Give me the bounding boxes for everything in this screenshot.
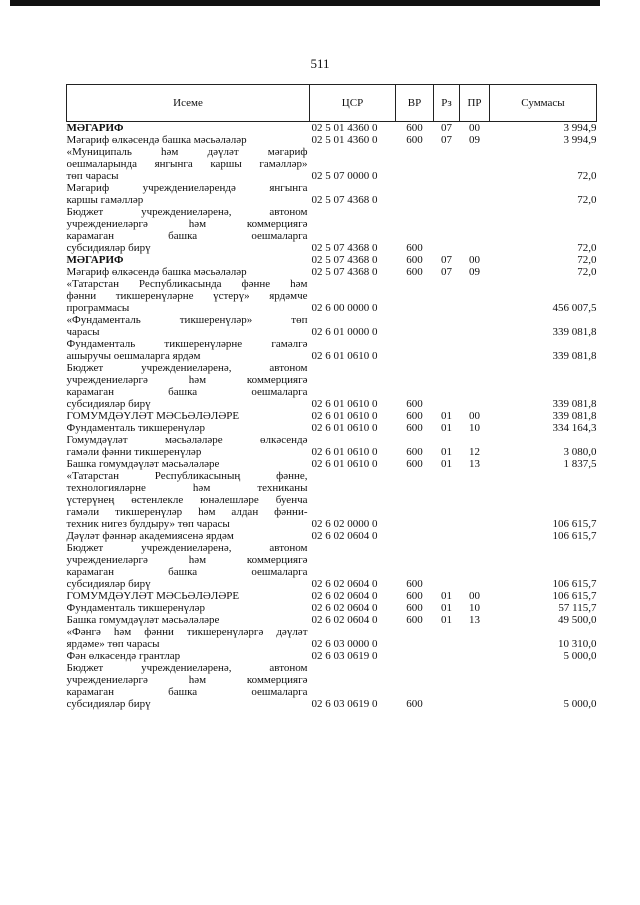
- row-name: [67, 458, 310, 470]
- page-number: 511: [310, 56, 330, 71]
- row-rz: 01: [441, 590, 452, 602]
- row-name: [67, 182, 310, 206]
- table-row: [67, 614, 597, 626]
- row-name-line: үстерүнең өстенлекле юнәлешләре буенча: [66, 494, 308, 506]
- row-name: [67, 602, 310, 614]
- row-name: [67, 650, 310, 662]
- row-vr: [396, 530, 434, 542]
- row-pr: [460, 182, 490, 206]
- row-name-line: гамәли тикшеренүләр һәм алдан фәнни-: [66, 506, 308, 518]
- table-row: [67, 338, 597, 362]
- row-name-line: учреждениеләргә һәм коммерциягә: [66, 554, 308, 566]
- row-vr: 600: [406, 602, 423, 614]
- row-sum: 49 500,0: [558, 614, 597, 626]
- table-row: [67, 422, 597, 434]
- row-pr: 12: [469, 446, 480, 458]
- row-rz: [434, 314, 460, 338]
- row-rz: [434, 470, 460, 530]
- row-pr: [460, 206, 490, 254]
- row-pr: 13: [469, 458, 480, 470]
- row-sum: 334 164,3: [552, 422, 597, 434]
- row-sum: 339 081,8: [552, 350, 597, 362]
- row-name: [67, 122, 310, 135]
- row-name-line: МӘГАРИФ: [66, 122, 124, 134]
- row-vr: 600: [406, 590, 423, 602]
- row-name: [67, 146, 310, 182]
- row-name-line: субсидияләр бирү: [66, 578, 151, 590]
- row-csr: 02 5 01 4360 0: [311, 122, 378, 134]
- row-name-line: чарасы: [66, 326, 100, 338]
- row-vr: 600: [406, 122, 423, 134]
- row-csr: 02 6 03 0000 0: [311, 638, 378, 650]
- row-name: [67, 338, 310, 362]
- table-row: [67, 206, 597, 254]
- row-rz: 01: [441, 410, 452, 422]
- row-name: [67, 626, 310, 650]
- row-name-line: Фән өлкәсендә грантлар: [66, 650, 181, 662]
- row-csr: 02 5 01 4360 0: [311, 134, 378, 146]
- row-vr: 600: [406, 266, 423, 278]
- row-sum: 3 994,9: [563, 134, 597, 146]
- table-row: [67, 626, 597, 650]
- budget-table: [66, 84, 597, 710]
- table-row: [67, 146, 597, 182]
- budget-table-container: [66, 84, 596, 710]
- row-csr: 02 6 01 0610 0: [311, 410, 378, 422]
- row-name: [67, 422, 310, 434]
- row-name: [67, 470, 310, 530]
- row-sum: 106 615,7: [552, 518, 597, 530]
- row-pr: 09: [469, 134, 480, 146]
- row-pr: 00: [469, 254, 480, 266]
- row-pr: [460, 626, 490, 650]
- row-sum: 339 081,8: [552, 410, 597, 422]
- row-pr: 09: [469, 266, 480, 278]
- row-vr: [396, 182, 434, 206]
- row-csr: 02 6 01 0610 0: [311, 422, 378, 434]
- row-vr: 600: [406, 458, 423, 470]
- row-name-line: Башка гомумдәүләт мәсьәләләре: [66, 458, 220, 470]
- row-name-line: «Муниципаль һәм дәүләт мәгариф: [66, 146, 308, 158]
- row-csr: 02 6 02 0604 0: [311, 530, 378, 542]
- row-name-line: учреждениеләргә һәм коммерциягә: [66, 374, 308, 386]
- row-name-line: Бюджет учреждениеләренә, автоном: [66, 662, 308, 674]
- row-name: [67, 662, 310, 710]
- row-name-line: Башка гомумдәүләт мәсьәләләре: [66, 614, 220, 626]
- table-row: [67, 134, 597, 146]
- row-name-line: учреждениеләргә һәм коммерциягә: [66, 218, 308, 230]
- row-name: [67, 410, 310, 422]
- table-row: [67, 650, 597, 662]
- row-vr: [396, 278, 434, 314]
- row-pr: 10: [469, 422, 480, 434]
- row-rz: [434, 626, 460, 650]
- row-rz: [434, 206, 460, 254]
- row-pr: [460, 314, 490, 338]
- header-pr: ПР: [460, 85, 490, 122]
- row-name-line: Фундаменталь тикшеренүләр: [66, 602, 205, 614]
- row-name-line: программасы: [66, 302, 130, 314]
- row-csr: 02 5 07 4368 0: [311, 242, 378, 254]
- row-name-line: карамаган башка оешмаларга: [66, 686, 308, 698]
- table-row: [67, 254, 597, 266]
- header-rz: Рз: [434, 85, 460, 122]
- row-name-line: Мәгариф өлкәсендә башка мәсьәләләр: [66, 266, 247, 278]
- row-csr: 02 5 07 4368 0: [311, 266, 378, 278]
- row-name: [67, 542, 310, 590]
- row-csr: 02 5 07 0000 0: [311, 170, 378, 182]
- row-pr: [460, 662, 490, 710]
- row-sum: 5 000,0: [563, 650, 597, 662]
- row-rz: 01: [441, 614, 452, 626]
- row-name-line: учреждениеләргә һәм коммерциягә: [66, 674, 308, 686]
- row-rz: [434, 146, 460, 182]
- row-pr: 10: [469, 602, 480, 614]
- row-rz: [434, 278, 460, 314]
- row-csr: 02 6 01 0000 0: [311, 326, 378, 338]
- header-csr: ЦСР: [310, 85, 396, 122]
- row-rz: [434, 542, 460, 590]
- row-csr: 02 6 02 0604 0: [311, 614, 378, 626]
- row-rz: 07: [441, 134, 452, 146]
- row-vr: 600: [406, 254, 423, 266]
- row-vr: 600: [406, 398, 423, 410]
- row-name: [67, 530, 310, 542]
- row-sum: 456 007,5: [552, 302, 597, 314]
- row-rz: 01: [441, 458, 452, 470]
- table-row: [67, 602, 597, 614]
- row-sum: 106 615,7: [552, 578, 597, 590]
- row-vr: [396, 314, 434, 338]
- row-csr: 02 5 07 4368 0: [311, 194, 378, 206]
- header-name: Исеме: [67, 85, 310, 122]
- row-pr: 13: [469, 614, 480, 626]
- table-row: [67, 458, 597, 470]
- row-rz: [434, 362, 460, 410]
- row-sum: 106 615,7: [552, 590, 597, 602]
- row-vr: 600: [406, 242, 423, 254]
- row-name-line: оешмаларында янгынга каршы гамәлләр»: [66, 158, 308, 170]
- row-vr: 600: [406, 578, 423, 590]
- row-sum: 10 310,0: [558, 638, 597, 650]
- row-name-line: Бюджет учреждениеләренә, автоном: [66, 206, 308, 218]
- row-csr: 02 5 07 4368 0: [311, 254, 378, 266]
- header-sum: Суммасы: [490, 85, 597, 122]
- row-csr: 02 6 01 0610 0: [311, 398, 378, 410]
- row-csr: 02 6 02 0604 0: [311, 578, 378, 590]
- row-name-line: Фундаменталь тикшеренүләрне гамәлгә: [66, 338, 308, 350]
- row-sum: 5 000,0: [563, 698, 597, 710]
- table-row: [67, 122, 597, 135]
- row-csr: 02 6 00 0000 0: [311, 302, 378, 314]
- row-name-line: Дәүләт фәннәр академиясенә ярдәм: [66, 530, 234, 542]
- row-name-line: техник нигез булдыру» төп чарасы: [66, 518, 230, 530]
- row-csr: 02 6 02 0000 0: [311, 518, 378, 530]
- table-row: [67, 278, 597, 314]
- table-row: [67, 470, 597, 530]
- row-rz: [434, 182, 460, 206]
- row-pr: [460, 470, 490, 530]
- row-rz: 07: [441, 122, 452, 134]
- row-csr: 02 6 03 0619 0: [311, 698, 378, 710]
- table-row: [67, 182, 597, 206]
- row-vr: [396, 146, 434, 182]
- row-rz: 01: [441, 602, 452, 614]
- row-name-line: Мәгариф өлкәсендә башка мәсьәләләр: [66, 134, 247, 146]
- row-name-line: Бюджет учреждениеләренә, автоном: [66, 542, 308, 554]
- row-sum: 339 081,8: [552, 326, 597, 338]
- row-rz: [434, 650, 460, 662]
- row-vr: 600: [406, 698, 423, 710]
- row-name: [67, 206, 310, 254]
- table-row: [67, 410, 597, 422]
- row-rz: 01: [441, 422, 452, 434]
- row-pr: [460, 362, 490, 410]
- row-name-line: технологияләрне һәм техниканы: [66, 482, 308, 494]
- row-name: [67, 254, 310, 266]
- row-name-line: «Фәнгә һәм фәнни тикшеренүләргә дәүләт: [66, 626, 308, 638]
- row-vr: [396, 470, 434, 530]
- row-sum: 57 115,7: [558, 602, 597, 614]
- row-name-line: ашыручы оешмаларга ярдәм: [66, 350, 201, 362]
- row-name-line: «Фундаменталь тикшеренүләр» төп: [66, 314, 308, 326]
- row-name-line: субсидияләр бирү: [66, 242, 151, 254]
- row-sum: 106 615,7: [552, 530, 597, 542]
- table-row: [67, 542, 597, 590]
- row-name: [67, 278, 310, 314]
- row-vr: [396, 650, 434, 662]
- row-vr: 600: [406, 614, 423, 626]
- row-sum: 72,0: [577, 194, 597, 206]
- row-csr: 02 6 02 0604 0: [311, 602, 378, 614]
- table-row: [67, 662, 597, 710]
- table-row: [67, 434, 597, 458]
- row-pr: 00: [469, 590, 480, 602]
- row-pr: [460, 530, 490, 542]
- row-rz: 01: [441, 446, 452, 458]
- row-name-line: фәнни тикшеренүләрне үстерү» ярдәмче: [66, 290, 308, 302]
- row-name-line: гамәли фәнни тикшеренүләр: [66, 446, 202, 458]
- row-name-line: субсидияләр бирү: [66, 398, 151, 410]
- row-name-line: төп чарасы: [66, 170, 119, 182]
- row-name-line: «Татарстан Республикасының фәнне,: [66, 470, 308, 482]
- row-name: [67, 434, 310, 458]
- table-row: [67, 362, 597, 410]
- row-name: [67, 266, 310, 278]
- table-row: [67, 590, 597, 602]
- row-sum: 72,0: [577, 242, 597, 254]
- row-pr: [460, 338, 490, 362]
- row-name-line: ГОМУМДӘҮЛӘТ МӘСЬӘЛӘЛӘРЕ: [66, 410, 240, 422]
- row-vr: [396, 338, 434, 362]
- row-csr: 02 6 03 0619 0: [311, 650, 378, 662]
- row-name-line: МӘГАРИФ: [66, 254, 124, 266]
- row-rz: [434, 338, 460, 362]
- row-rz: [434, 530, 460, 542]
- row-name: [67, 314, 310, 338]
- row-pr: [460, 650, 490, 662]
- row-vr: 600: [406, 410, 423, 422]
- row-pr: [460, 146, 490, 182]
- row-csr: 02 6 01 0610 0: [311, 350, 378, 362]
- row-pr: [460, 542, 490, 590]
- header-vr: ВР: [396, 85, 434, 122]
- row-sum: 72,0: [577, 266, 597, 278]
- row-name-line: «Татарстан Республикасында фәнне һәм: [66, 278, 308, 290]
- row-name-line: карамаган башка оешмаларга: [66, 230, 308, 242]
- table-row: [67, 530, 597, 542]
- row-rz: 07: [441, 266, 452, 278]
- row-name: [67, 590, 310, 602]
- table-header-row: [67, 85, 597, 122]
- table-row: [67, 314, 597, 338]
- row-name: [67, 614, 310, 626]
- row-vr: 600: [406, 446, 423, 458]
- row-sum: 3 994,9: [563, 122, 597, 134]
- row-name-line: карамаган башка оешмаларга: [66, 566, 308, 578]
- row-rz: 07: [441, 254, 452, 266]
- row-name-line: Мәгариф учреждениеләрендә янгынга: [66, 182, 308, 194]
- row-sum: 72,0: [577, 170, 597, 182]
- row-sum: 72,0: [577, 254, 597, 266]
- row-name-line: каршы гамәлләр: [66, 194, 144, 206]
- row-pr: 00: [469, 410, 480, 422]
- row-name-line: карамаган башка оешмаларга: [66, 386, 308, 398]
- row-sum: 3 080,0: [563, 446, 597, 458]
- row-vr: 600: [406, 422, 423, 434]
- row-pr: 00: [469, 122, 480, 134]
- row-name-line: ГОМУМДӘҮЛӘТ МӘСЬӘЛӘЛӘРЕ: [66, 590, 240, 602]
- row-name-line: Фундаменталь тикшеренүләр: [66, 422, 205, 434]
- row-vr: 600: [406, 134, 423, 146]
- scan-top-edge: [10, 0, 600, 6]
- row-name-line: Бюджет учреждениеләренә, автоном: [66, 362, 308, 374]
- row-name: [67, 134, 310, 146]
- row-csr: 02 6 02 0604 0: [311, 590, 378, 602]
- row-name-line: ярдәме» төп чарасы: [66, 638, 160, 650]
- row-name-line: субсидияләр бирү: [66, 698, 151, 710]
- row-pr: [460, 278, 490, 314]
- row-name: [67, 362, 310, 410]
- row-name-line: Гомумдәүләт мәсьәләләре өлкәсендә: [66, 434, 308, 446]
- row-csr: 02 6 01 0610 0: [311, 446, 378, 458]
- row-rz: [434, 662, 460, 710]
- table-row: [67, 266, 597, 278]
- row-csr: 02 6 01 0610 0: [311, 458, 378, 470]
- row-sum: 1 837,5: [563, 458, 597, 470]
- row-sum: 339 081,8: [552, 398, 597, 410]
- row-vr: [396, 626, 434, 650]
